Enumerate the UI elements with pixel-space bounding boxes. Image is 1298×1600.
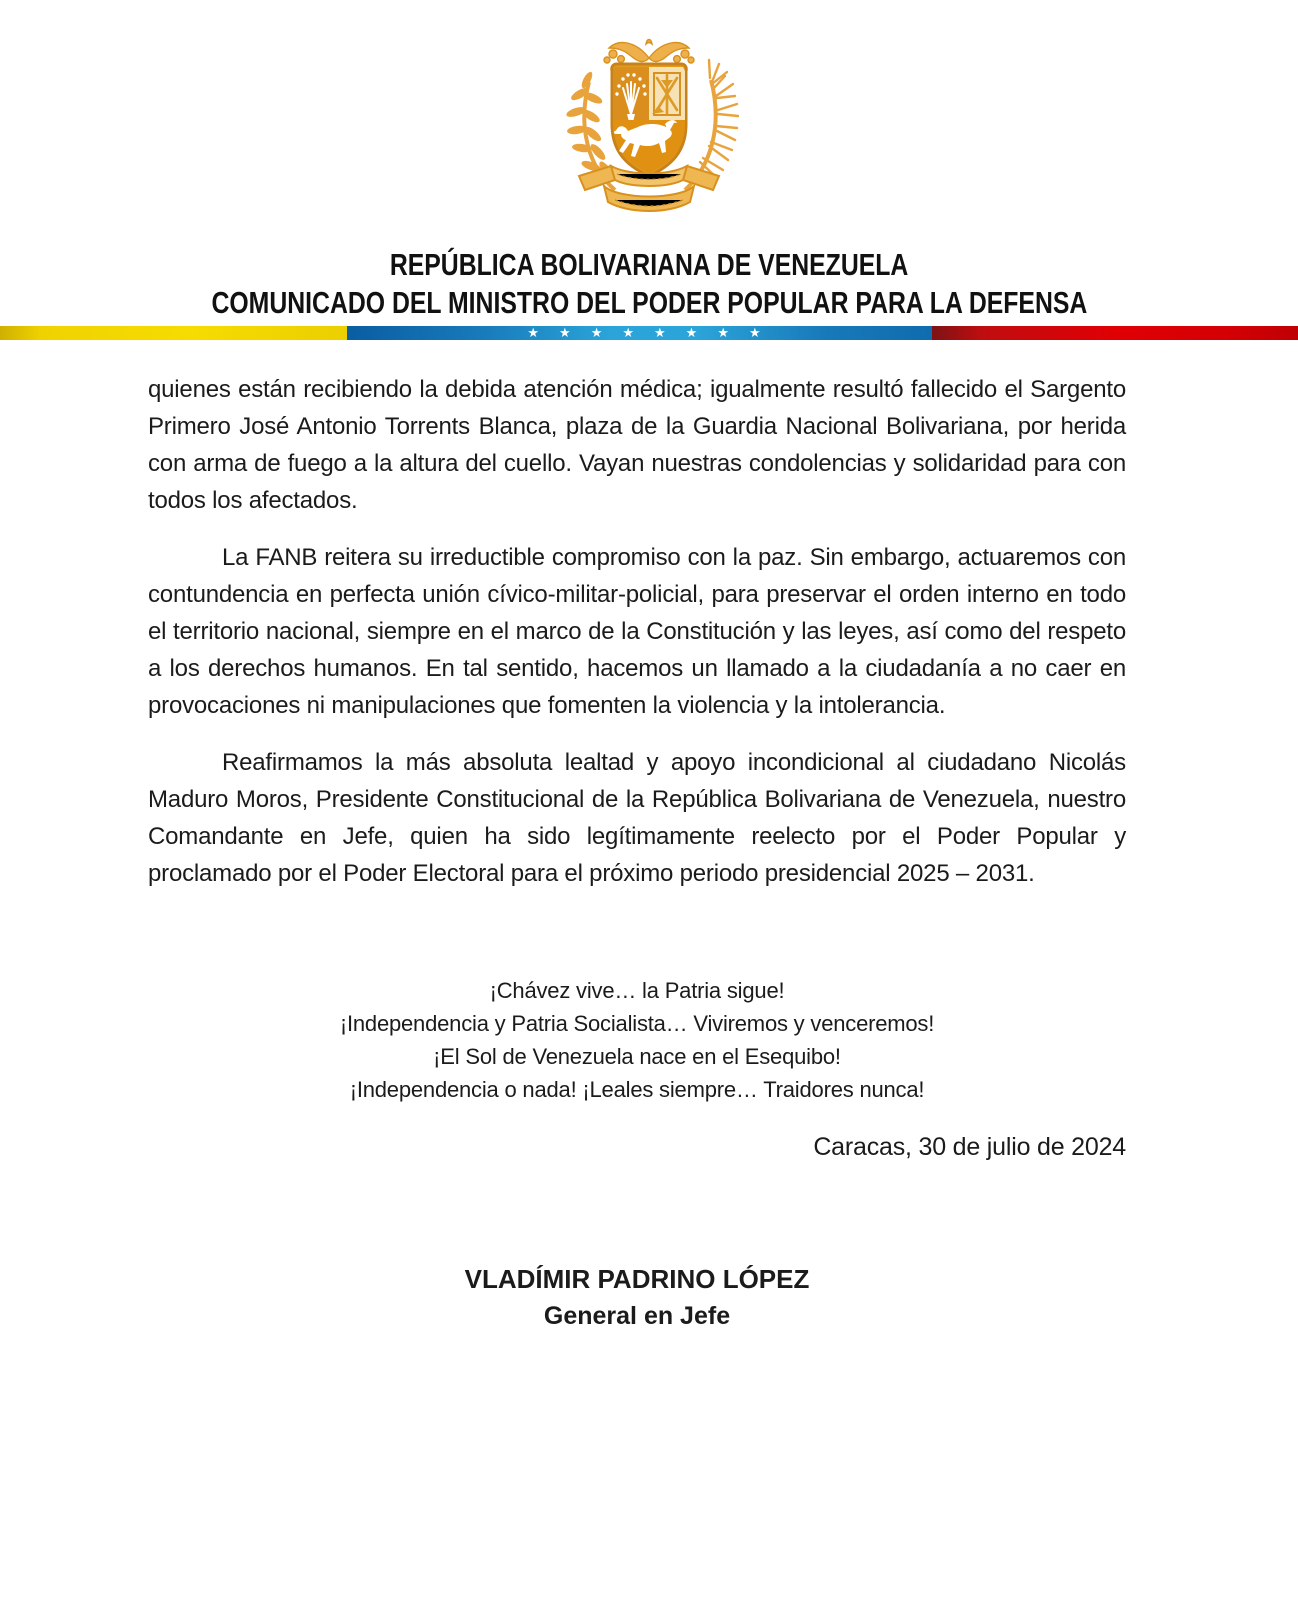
signatory-name: VLADÍMIR PADRINO LÓPEZ xyxy=(464,1264,810,1294)
document-header xyxy=(0,246,1298,322)
body-paragraph-1: quienes están recibiendo la debida atención médica; igualmente resultó fallecido el Sargento Primero José Antonio Torrents Blanca, plaza de la Guardia Nacional Bolivariana, por herida con arma de fuego a la altura del cuello. Vayan nuestras condolencias y solidaridad para con todos los afectados. xyxy=(148,376,1126,514)
dateline: Caracas, 30 de julio de 2024 xyxy=(813,1133,1126,1161)
star-icon: ★ xyxy=(559,325,591,340)
coat-of-arms xyxy=(549,18,749,218)
star-icon: ★ xyxy=(748,325,781,340)
venezuela-coat-of-arms-icon xyxy=(549,18,749,228)
slogan-line: ¡Chávez vive… la Patria sigue! xyxy=(489,978,785,1003)
flag-divider xyxy=(0,326,1298,340)
flag-stars xyxy=(517,326,780,340)
star-icon: ★ xyxy=(590,325,623,340)
signatory-rank: General en Jefe xyxy=(543,1302,731,1330)
star-icon: ★ xyxy=(685,325,718,340)
slogans-block xyxy=(148,974,1126,1106)
signature-block xyxy=(148,1260,1126,1334)
document-title: REPÚBLICA BOLIVARIANA DE VENEZUELA xyxy=(389,247,909,282)
star-icon: ★ xyxy=(654,325,686,340)
flag-yellow-stripe xyxy=(0,326,347,340)
flag-red-stripe xyxy=(932,326,1298,340)
body-paragraph-3: Reafirmamos la más absoluta lealtad y apoyo incondicional al ciudadano Nicolás Maduro Moros, Presidente Constitucional de la República Bolivariana de Venezuela, nuestro Comandante en Jefe, quien ha sido legítimamente reelecto por el Poder Popular y proclamado por el Poder Electoral para el próximo periodo presidencial 2025 – 2031. xyxy=(148,749,1126,887)
slogan-line: ¡El Sol de Venezuela nace en el Esequibo! xyxy=(433,1044,841,1069)
document-subtitle: COMUNICADO DEL MINISTRO DEL PODER POPULAR PARA LA DEFENSA xyxy=(211,285,1087,320)
star-icon: ★ xyxy=(622,325,654,340)
body-paragraph-2: La FANB reitera su irreductible compromiso con la paz. Sin embargo, actuaremos con contundencia en perfecta unión cívico-militar-policial, para preservar el orden interno en todo el territorio nacional, siempre en el marco de la Constitución y las leyes, así como del respeto a los derechos humanos. En tal sentido, hacemos un llamado a la ciudadanía a no caer en provocaciones ni manipulaciones que fomenten la violencia y la intolerancia. xyxy=(148,544,1126,719)
star-icon: ★ xyxy=(527,325,560,340)
slogan-line: ¡Independencia o nada! ¡Leales siempre… Traidores nunca! xyxy=(349,1077,925,1102)
document-body xyxy=(148,371,1126,1334)
slogan-line: ¡Independencia y Patria Socialista… Viviremos y venceremos! xyxy=(339,1011,935,1036)
star-icon: ★ xyxy=(717,325,749,340)
